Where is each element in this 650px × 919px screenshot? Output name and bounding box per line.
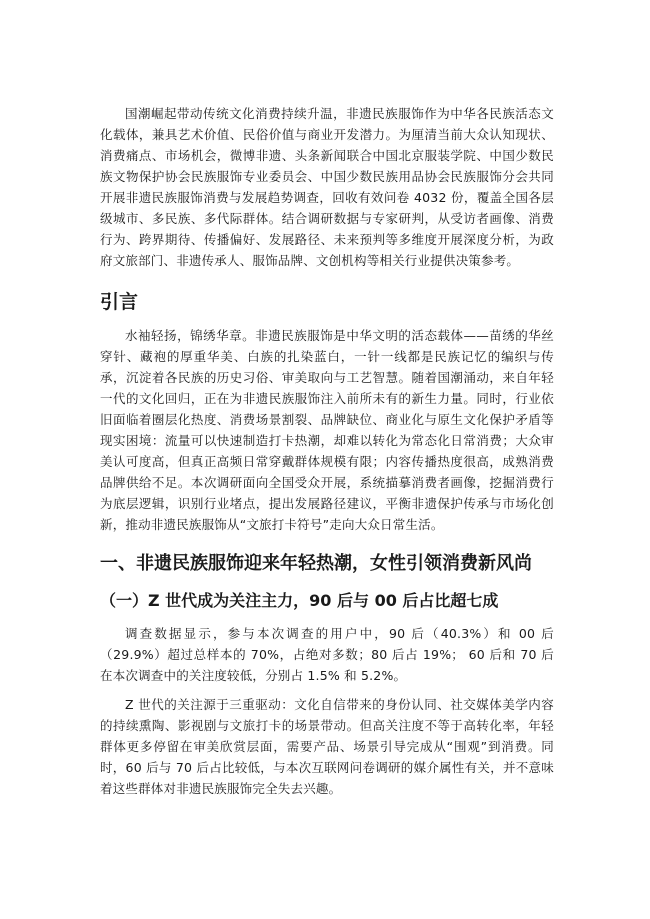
subsection1-paragraph-2: Z 世代的关注源于三重驱动：文化自信带来的身份认同、社交媒体美学内容的持续熏陶、影视剧与文旅打卡的场景带动。但高关注度不等于高转化率，年轻群体更多停留在审美欣赏层面，需要产品、场景引导完成从“围观”到消费。同时，60 后与 70 后占比较低，与本次互联网问卷调研的媒介属性有关，并不意味着这些群体对非遗民族服饰完全失去兴趣。 (100, 697, 554, 796)
intro-heading: 引言 (100, 291, 139, 313)
summary-paragraph: 国潮崛起带动传统文化消费持续升温，非遗民族服饰作为中华各民族活态文化载体，兼具艺术价值、民俗价值与商业开发潜力。为厘清当前大众认知现状、消费痛点、市场机会，微博非遗、头条新闻联合中国北京服装学院、中国少数民族文物保护协会民族服饰专业委员会、中国少数民族用品协会民族服饰分会共同开展非遗民族服饰消费与发展趋势调查，回收有效问卷 4032 份，覆盖全国各层级城市、多民族、多代际群体。结合调研数据与专家研判，从受访者画像、消费行为、跨界期待、传播偏好、发展路径、未来预判等多维度开展深度分析，为政府文旅部门、非遗传承人、服饰品牌、文创机构等相关行业提供决策参考。 (100, 106, 554, 268)
section1-heading: 一、非遗民族服饰迎来年轻热潮，女性引领消费新风尚 (100, 553, 532, 574)
subsection1-paragraph-1: 调查数据显示，参与本次调查的用户中，90 后（40.3%）和 00 后（29.9%）超过总样本的 70%，占绝对多数；80 后占 19%； 60 后和 70 后在本次调查中的关注度较低，分别占 1.5% 和 5.2%。 (100, 626, 554, 683)
subsection1-heading: （一）Z 世代成为关注主力，90 后与 00 后占比超七成 (100, 591, 499, 610)
document-page (100, 103, 554, 799)
intro-paragraph: 水袖轻扬，锦绣华章。非遗民族服饰是中华文明的活态载体——苗绣的华丝穿针、藏袍的厚重华美、白族的扎染蓝白，一针一线都是民族记忆的编织与传承，沉淀着各民族的历史习俗、审美取向与工艺智慧。随着国潮涌动，来自年轻一代的文化回归，正在为非遗民族服饰注入前所未有的新生力量。同时，行业依旧面临着圈层化热度、消费场景割裂、品牌缺位、商业化与原生文化保护矛盾等现实困境：流量可以快速制造打卡热潮，却难以转化为常态化日常消费；大众审美认可度高，但真正高频日常穿戴群体规模有限；内容传播热度很高，成熟消费品牌供给不足。本次调研面向全国受众开展，系统描摹消费者画像，挖掘消费行为底层逻辑，识别行业堵点，提出发展路径建议，平衡非遗保护传承与市场化创新，推动非遗民族服饰从“文旅打卡符号”走向大众日常生活。 (100, 328, 554, 532)
